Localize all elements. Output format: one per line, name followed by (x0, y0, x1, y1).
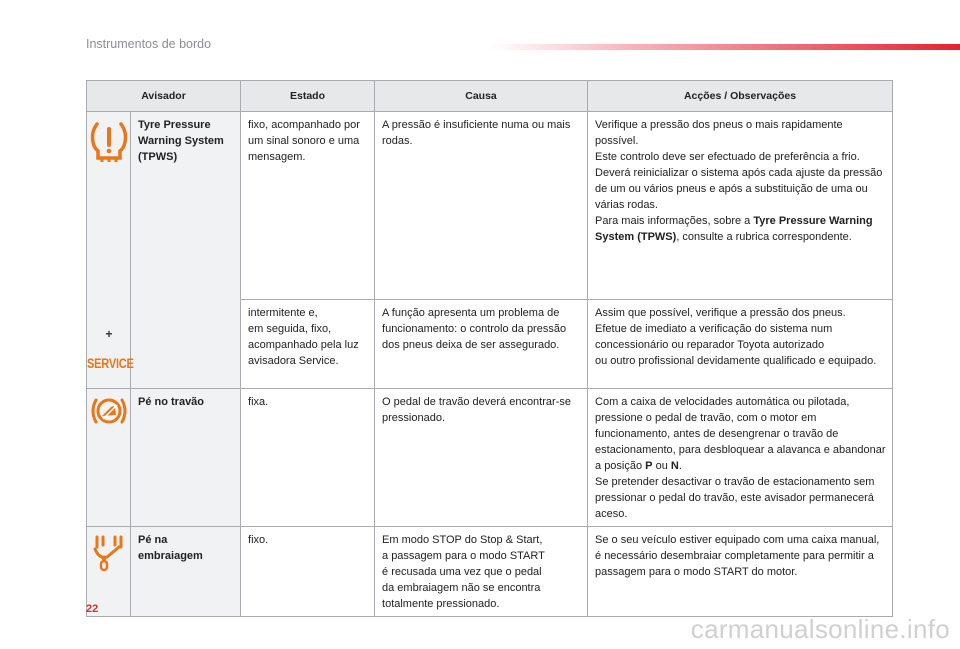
tpws-action-line: Este controlo deve ser efectuado de preferência a frio. (595, 151, 860, 163)
tpws-action (588, 112, 893, 300)
clutch-action: Se o seu veículo estiver equipado com uma caixa manual, é necessário desembraiar completamente para permitir a passagem para o modo START do motor. (588, 527, 893, 617)
brake-name: Pé no travão (131, 389, 241, 527)
position-n: N (670, 460, 679, 472)
column-header-accoes: Acções / Observações (588, 81, 893, 112)
clutch-state: fixo. (241, 527, 375, 617)
tpws-cause: A pressão é insuficiente numa ou mais rodas. (375, 112, 588, 300)
table-header-row (87, 81, 893, 112)
column-header-causa: Causa (375, 81, 588, 112)
tyre-pressure-warning-icon (87, 120, 131, 169)
cause-line: totalmente pressionado. (382, 598, 500, 610)
brake-state: fixa. (241, 389, 375, 527)
table-row (87, 389, 893, 527)
action-line: Se pretender desactivar o travão de estacionamento sem pressionar o pedal do travão, este avisador permanecerá aceso. (595, 476, 875, 520)
tpws-action-line: Verifique a pressão dos pneus o mais rapidamente possível. (595, 119, 843, 147)
cause-line: Em modo STOP do Stop & Start, (382, 534, 543, 546)
service-warning-icon (87, 356, 134, 372)
state-line: intermitente e, (248, 307, 318, 319)
tpws-action-line: , consulte a rubrica correspondente. (676, 231, 852, 243)
tpws-action-bold: Tyre Pressure Warning System (TPWS) (595, 215, 873, 243)
warning-lights-table (86, 80, 893, 617)
action-line: ou outro profissional devidamente qualificado e equipado. (595, 355, 877, 367)
tpws-fault-state (241, 300, 375, 389)
header-accent-bar (490, 44, 960, 50)
column-header-avisador: Avisador (87, 81, 241, 112)
tpws-fault-action (588, 300, 893, 389)
state-line: em seguida, fixo, acompanhado pela luz avisadora Service. (248, 323, 359, 367)
tpws-state: fixo, acompanhado por um sinal sonoro e uma mensagem. (241, 112, 375, 300)
brake-cause: O pedal de travão deverá encontrar-se pressionado. (375, 389, 588, 527)
tpws-action-line: Para mais informações, sobre a (595, 215, 754, 227)
foot-on-clutch-icon (87, 533, 131, 578)
tpws-icon-cell (87, 112, 134, 389)
service-label: SERVICE (87, 356, 134, 372)
cause-line: é recusada uma vez que o pedal (382, 566, 542, 578)
watermark: carmanualsonline.info (690, 614, 950, 644)
action-line: Com a caixa de velocidades automática ou pilotada, pressione o pedal de travão, com o motor em funcionamento, antes de desengrenar o travão de estacionamento, para desbloquear a alavanca e abandonar a posição (595, 396, 886, 472)
cause-line: a passagem para o modo START (382, 550, 545, 562)
action-line: Efetue de imediato a verificação do sistema num concessionário ou reparador Toyota autorizado (595, 323, 833, 351)
tpws-name: Tyre Pressure Warning System (TPWS) (131, 112, 241, 389)
tpws-fault-cause: A função apresenta um problema de funcionamento: o controlo da pressão dos pneus deixa de ser assegurado. (375, 300, 588, 389)
brake-action (588, 389, 893, 527)
clutch-cause (375, 527, 588, 617)
position-p: P (645, 460, 653, 472)
plus-sign: + (105, 327, 113, 341)
action-line: . (678, 460, 682, 472)
action-line: Assim que possível, verifique a pressão dos pneus. (595, 307, 846, 319)
brake-icon-cell (87, 389, 131, 527)
foot-on-brake-icon (87, 395, 131, 432)
page-number: 22 (86, 603, 99, 615)
tpws-action-line: Deverá reinicializar o sistema após cada ajuste da pressão de um ou vários pneus e após a substituição de uma ou várias rodas. (595, 167, 883, 211)
action-line: ou (652, 460, 671, 472)
table-row (87, 527, 893, 617)
clutch-name: Pé na embraiagem (131, 527, 241, 617)
page-section-title: Instrumentos de bordo (86, 37, 212, 51)
table-row (87, 112, 893, 300)
cause-line: da embraiagem não se encontra (382, 582, 541, 594)
column-header-estado: Estado (241, 81, 375, 112)
